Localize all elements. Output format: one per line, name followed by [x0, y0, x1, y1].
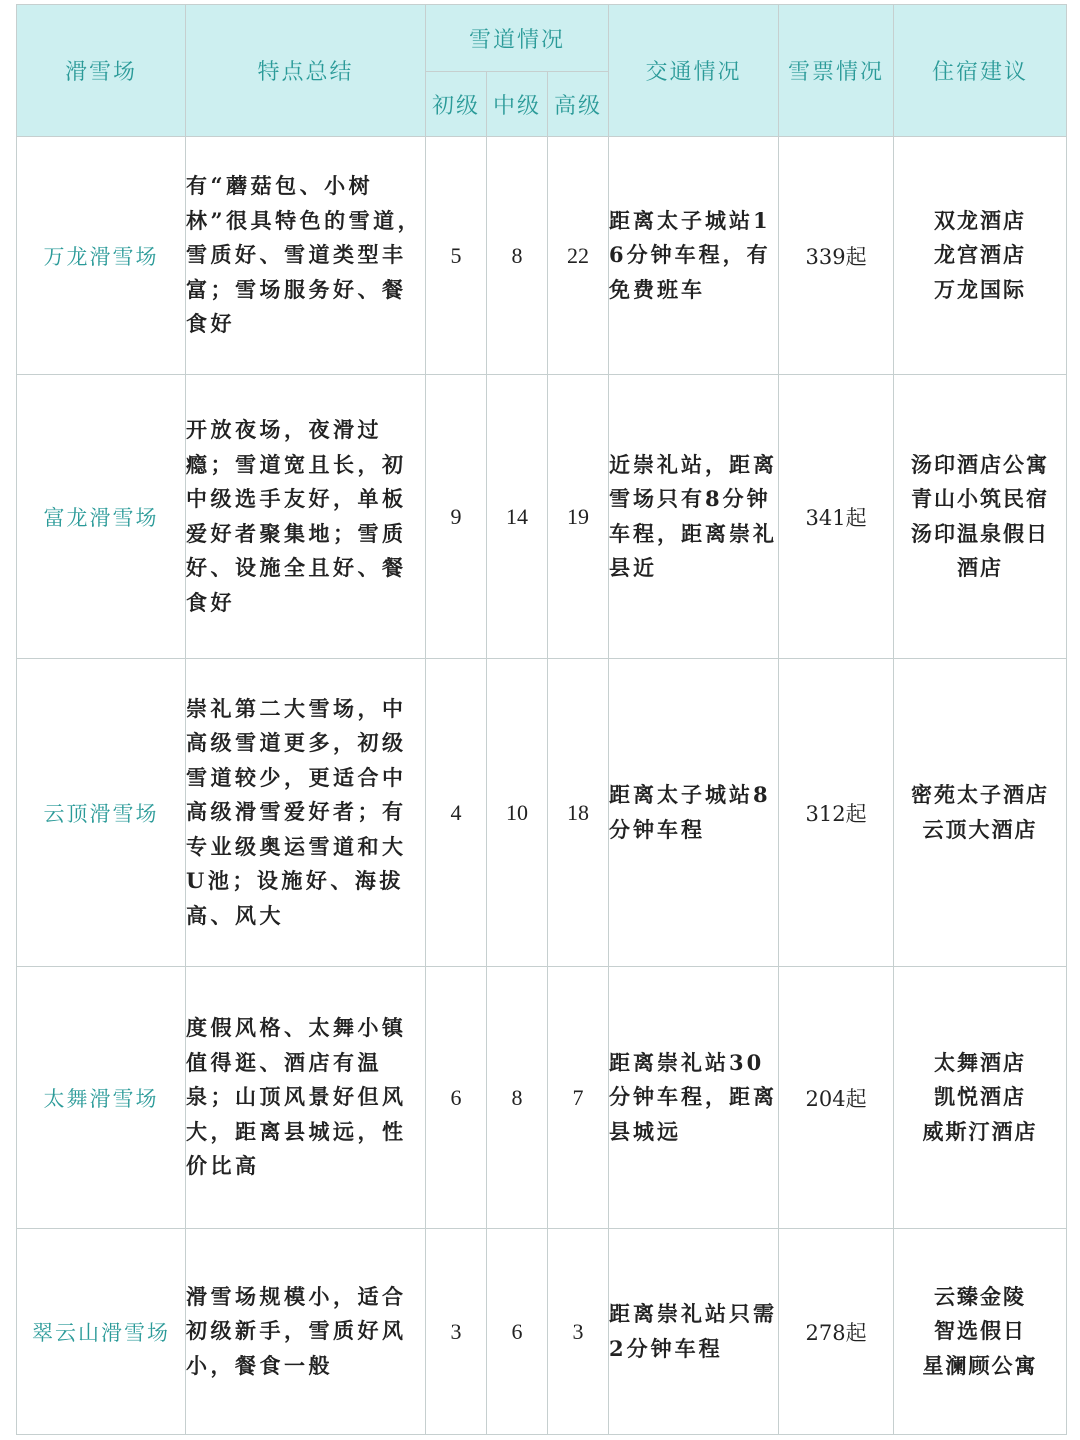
resort-name: 万龙滑雪场 [17, 137, 186, 375]
resort-name: 太舞滑雪场 [17, 967, 186, 1229]
header-advanced: 高级 [548, 72, 609, 137]
hotel-name: 万龙国际 [934, 276, 1027, 302]
traffic-info: 距离崇礼站30分钟车程，距离县城远 [609, 967, 779, 1229]
header-traffic: 交通情况 [609, 5, 779, 137]
hotel-name: 汤印温泉假日 [911, 520, 1050, 546]
intermediate-count: 14 [487, 375, 548, 659]
header-features: 特点总结 [186, 5, 426, 137]
header-resort: 滑雪场 [17, 5, 186, 137]
intermediate-count: 8 [487, 967, 548, 1229]
table-row [17, 659, 1067, 967]
hotel-name: 太舞酒店 [934, 1049, 1027, 1075]
hotel-name: 双龙酒店 [934, 207, 1027, 233]
resort-features: 滑雪场规模小，适合初级新手，雪质好风小，餐食一般 [186, 1229, 426, 1435]
hotel-name: 威斯汀酒店 [922, 1118, 1038, 1144]
hotel-name: 云臻金陵 [934, 1283, 1027, 1309]
ski-resort-table [16, 4, 1067, 1435]
traffic-info: 近崇礼站，距离雪场只有8分钟车程，距离崇礼县近 [609, 375, 779, 659]
table-row [17, 1229, 1067, 1435]
table-row [17, 137, 1067, 375]
traffic-info: 距离太子城站16分钟车程，有免费班车 [609, 137, 779, 375]
table-row [17, 967, 1067, 1229]
header-intermediate: 中级 [487, 72, 548, 137]
hotel-list [894, 137, 1067, 375]
ticket-price: 312起 [779, 659, 894, 967]
hotel-name: 星澜顾公寓 [922, 1352, 1038, 1378]
beginner-count: 6 [426, 967, 487, 1229]
beginner-count: 3 [426, 1229, 487, 1435]
ticket-price: 341起 [779, 375, 894, 659]
resort-features: 崇礼第二大雪场，中高级雪道更多，初级雪道较少，更适合中高级滑雪爱好者；有专业级奥运雪道和大U池；设施好、海拔高、风大 [186, 659, 426, 967]
resort-features: 开放夜场，夜滑过瘾；雪道宽且长，初中级选手友好，单板爱好者聚集地；雪质好、设施全且好、餐食好 [186, 375, 426, 659]
hotel-list [894, 375, 1067, 659]
hotel-list [894, 1229, 1067, 1435]
advanced-count: 7 [548, 967, 609, 1229]
resort-name: 富龙滑雪场 [17, 375, 186, 659]
ticket-price: 204起 [779, 967, 894, 1229]
traffic-info: 距离崇礼站只需2分钟车程 [609, 1229, 779, 1435]
beginner-count: 4 [426, 659, 487, 967]
hotel-name: 龙宫酒店 [934, 242, 1027, 268]
header-lodging: 住宿建议 [894, 5, 1067, 137]
resort-name: 翠云山滑雪场 [17, 1229, 186, 1435]
table-row [17, 375, 1067, 659]
hotel-list [894, 659, 1067, 967]
advanced-count: 22 [548, 137, 609, 375]
resort-features: 度假风格、太舞小镇值得逛、酒店有温泉；山顶风景好但风大，距离县城远，性价比高 [186, 967, 426, 1229]
hotel-name: 智选假日 [934, 1318, 1027, 1344]
header-slopes: 雪道情况 [426, 5, 609, 72]
intermediate-count: 6 [487, 1229, 548, 1435]
ticket-price: 339起 [779, 137, 894, 375]
intermediate-count: 10 [487, 659, 548, 967]
beginner-count: 9 [426, 375, 487, 659]
advanced-count: 19 [548, 375, 609, 659]
beginner-count: 5 [426, 137, 487, 375]
header-ticket: 雪票情况 [779, 5, 894, 137]
traffic-info: 距离太子城站8分钟车程 [609, 659, 779, 967]
resort-name: 云顶滑雪场 [17, 659, 186, 967]
hotel-name: 青山小筑民宿 [911, 486, 1050, 511]
hotel-name: 汤印酒店公寓 [911, 451, 1050, 477]
intermediate-count: 8 [487, 137, 548, 375]
header-beginner: 初级 [426, 72, 487, 137]
advanced-count: 18 [548, 659, 609, 967]
table-header [17, 5, 1067, 137]
hotel-name: 酒店 [957, 555, 1004, 580]
advanced-count: 3 [548, 1229, 609, 1435]
ticket-price: 278起 [779, 1229, 894, 1435]
hotel-name: 凯悦酒店 [934, 1084, 1027, 1110]
resort-features: 有“蘑菇包、小树林”很具特色的雪道，雪质好、雪道类型丰富；雪场服务好、餐食好 [186, 137, 426, 375]
hotel-name: 云顶大酒店 [922, 816, 1038, 842]
hotel-list [894, 967, 1067, 1229]
hotel-name: 密苑太子酒店 [911, 782, 1050, 807]
